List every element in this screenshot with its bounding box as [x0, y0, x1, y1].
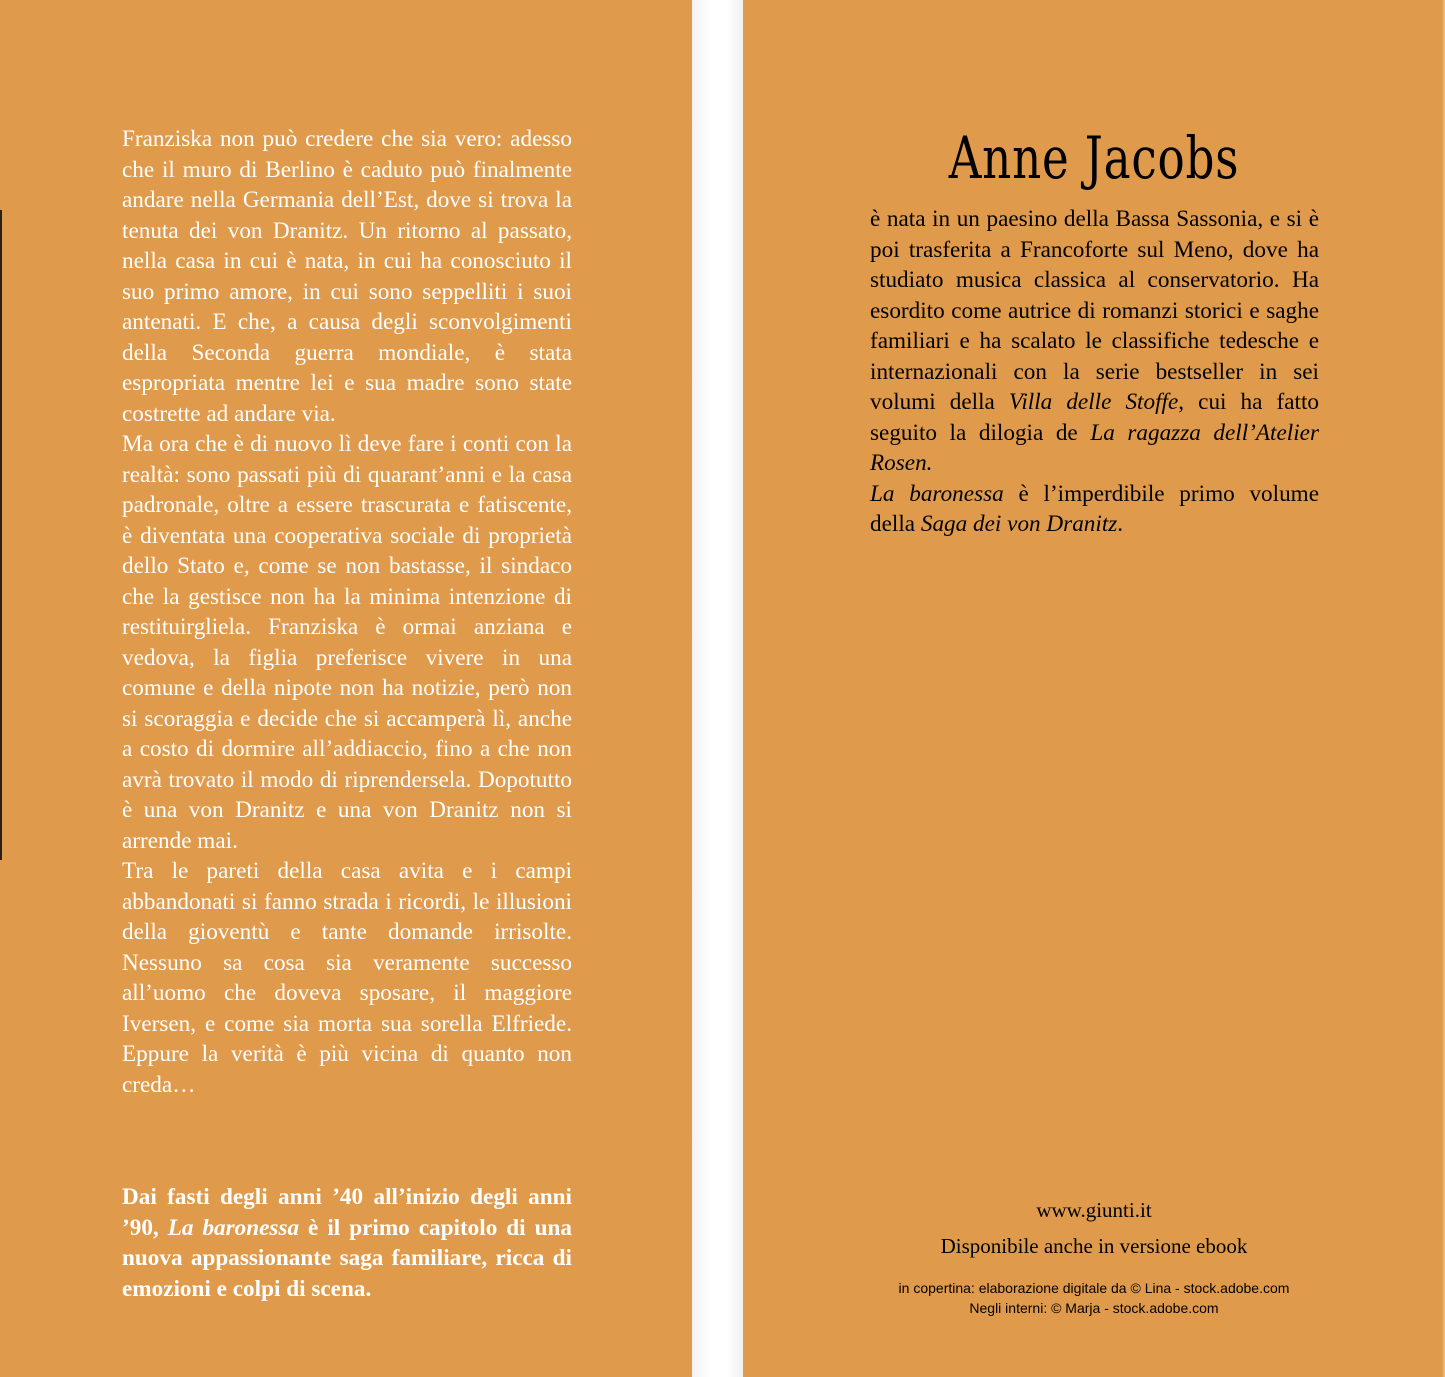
author-bio-paragraph [870, 479, 1319, 540]
tagline [122, 1182, 572, 1304]
author-bio-segment: La ragazza dell’Atelier Rosen. [870, 419, 1319, 476]
author-bio-segment: , cui ha fatto seguito la dilogia de [870, 389, 1319, 446]
interior-credit: Negli interni: © Marja - stock.adobe.com [969, 1300, 1219, 1316]
author-name: Anne Jacobs [948, 124, 1240, 192]
back-flap [0, 0, 692, 1377]
synopsis [122, 124, 572, 1100]
author-bio-segment: . [1117, 511, 1124, 537]
author-bio-segment: Saga dei von Dranitz [920, 511, 1118, 537]
author-bio [870, 204, 1319, 540]
page-gutter [692, 0, 743, 1377]
tagline-segment: è il primo capitolo di una nuova appassionante saga familiare, ricca di emozioni e colpi di scena. [122, 1214, 572, 1302]
ebook-note: Disponibile anche in versione ebook [940, 1234, 1248, 1258]
author-bio-segment: Villa delle Stoffe [1008, 389, 1179, 415]
synopsis-paragraph [122, 429, 572, 856]
author-bio-segment: è l’imperdibile primo volume della [870, 480, 1319, 537]
synopsis-segment: Ma ora che è di nuovo lì deve fare i conti con la realtà: sono passati più di quarant’anni e la casa padronale, oltre a essere trascurata e fatiscente, è diventata una cooperativa sociale di proprietà dello Stato e, come se non bastasse, il sindaco che la gestisce non ha la minima intenzione di restituirgliela. Franziska è ormai anziana e vedova, la figlia preferisce vivere in una comune e della nipote non ha notizie, però non si scoraggia e decide che si accamperà lì, anche a costo di dormire all’addiaccio, fino a che non avrà trovato il modo di riprendersela. Dopotutto è una von Dranitz e una von Dranitz non si arrende mai. [122, 431, 572, 854]
cover-credit: in copertina: elaborazione digitale da © Lina - stock.adobe.com [898, 1280, 1290, 1296]
author-bio-paragraph [870, 204, 1319, 479]
author-bio-segment: è nata in un paesino della Bassa Sassonia, e si è poi trasferita a Francoforte sul Meno, dove ha studiato musica classica al conservatorio. Ha esordito come autrice di romanzi storici e saghe familiari e ha scalato le classifiche tedesche e internazionali con la serie bestseller in sei volumi della [870, 206, 1319, 415]
publisher-website: www.giunti.it [1036, 1198, 1152, 1222]
tagline-segment: La baronessa [167, 1214, 300, 1241]
edge-line [0, 210, 2, 860]
synopsis-segment: Franziska non può credere che sia vero: adesso che il muro di Berlino è caduto può finalmente andare nella Germania dell’Est, dove si trova la tenuta dei von Dranitz. Un ritorno al passato, nella casa in cui è nata, in cui ha conosciuto il suo primo amore, in cui sono seppelliti i suoi antenati. E che, a causa degli sconvolgimenti della Seconda guerra mondiale, è stata espropriata mentre lei e sua madre sono state costrette ad andare via. [122, 126, 572, 427]
image-credits [743, 1278, 1445, 1318]
synopsis-segment: Tra le pareti della casa avita e i campi abbandonati si fanno strada i ricordi, le illusioni della gioventù e tante domande irrisolte. Nessuno sa cosa sia veramente successo all’uomo che doveva sposare, il maggiore Iversen, e come sia morta sua sorella Elfriede. Eppure la verità è più vicina di quanto non creda… [122, 858, 572, 1098]
synopsis-paragraph [122, 124, 572, 429]
author-bio-segment: La baronessa [870, 480, 1004, 507]
tagline-segment: Dai fasti degli anni ’40 all’inizio degli anni ’90, [122, 1184, 572, 1241]
synopsis-paragraph [122, 856, 572, 1100]
